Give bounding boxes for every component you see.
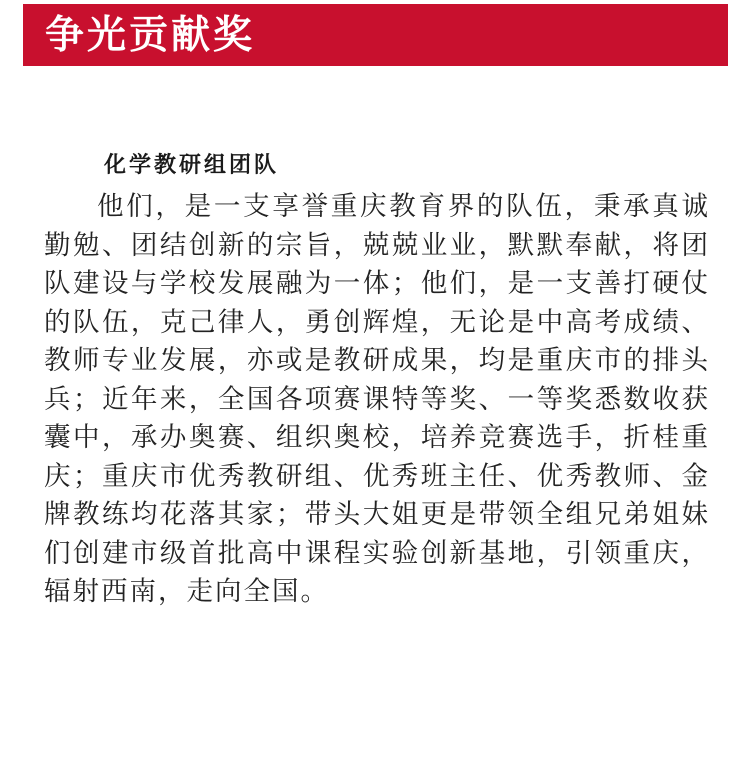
award-banner: [23, 4, 728, 66]
team-name: 化学教研组团队: [104, 153, 280, 178]
article-body: 他们，是一支享誉重庆教育界的队伍，秉承真诚勤勉、团结创新的宗旨，兢兢业业，默默奉献，将团队建设与学校发展融为一体；他们，是一支善打硬仗的队伍，克己律人，勇创辉煌，无论是中高考成绩、教师专业发展，亦或是教研成果，均是重庆市的排头兵；近年来，全国各项赛课特等奖、一等奖悉数收获囊中，承办奥赛、组织奥校，培养竞赛选手，折桂重庆；重庆市优秀教研组、优秀班主任、优秀教师、金牌教练均花落其家；带头大姐更是带领全组兄弟姐妹们创建市级首批高中课程实验创新基地，引领重庆，辐射西南，走向全国。: [44, 191, 710, 607]
award-title: 争光贡献奖: [45, 12, 256, 58]
article: [44, 150, 710, 612]
